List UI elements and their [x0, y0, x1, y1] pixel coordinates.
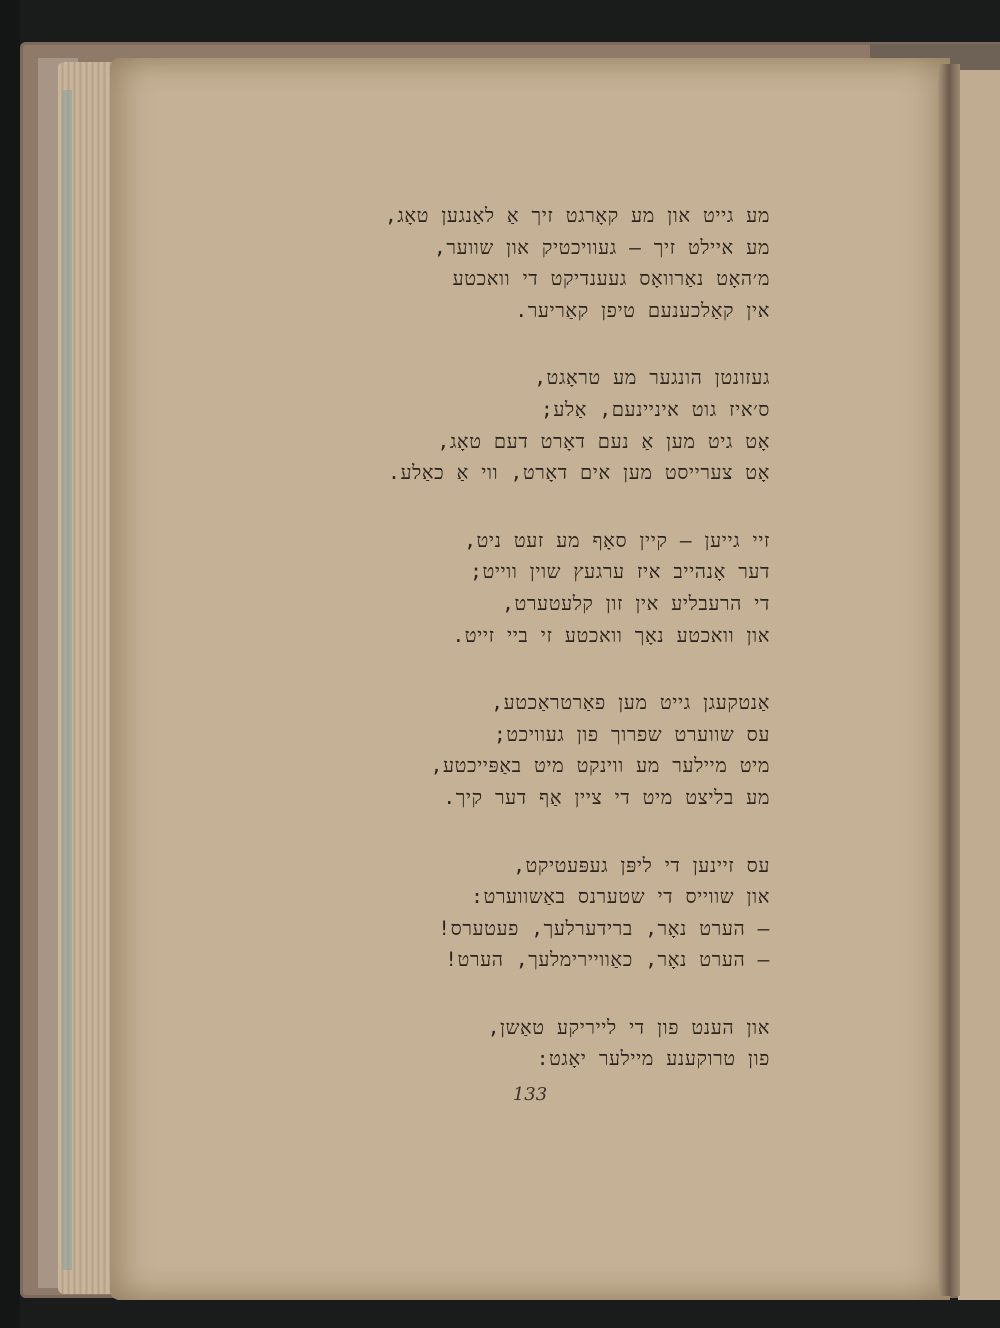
page-stack-tint: [62, 90, 72, 1270]
poem-line: דער אָנהייב איז ערגעץ שוין ווייט;: [470, 560, 770, 584]
poem-line: אָט גיט מען אַ נעם דאָרט דעם טאָג,: [437, 429, 770, 453]
poem-line: די הרעבליע אין זון קלעטערט,: [502, 591, 770, 615]
stanza: [300, 850, 770, 976]
stanza: [300, 200, 770, 326]
poem-line: און הענט פון די לייריקע טאַשן,: [487, 1015, 770, 1039]
poem-line: מע בליצט מיט די ציין אַף דער קיך.: [443, 785, 770, 809]
poem-line: געזונטן הונגער מע טראָגט,: [534, 366, 770, 390]
poem-text: [300, 200, 770, 1111]
poem-line: אין קאַלכענעם טיפן קאַריער.: [515, 298, 770, 322]
poem-line: און שווייס די שטערנס באַשווערט:: [471, 885, 770, 909]
stanza: [300, 525, 770, 651]
stanza: [300, 362, 770, 488]
poem-line: און וואכטע נאָך וואכטע זי ביי זייט.: [452, 623, 770, 647]
poem-line: פון טרוקענע מיילער יאָגט:: [536, 1047, 770, 1071]
poem-line: מע איילט זיך — געוויכטיק און שווער,: [434, 235, 770, 259]
facing-page-edge: [958, 70, 1000, 1300]
poem-line: מ׳האָט נאַרוואָס געענדיקט די וואכטע: [452, 267, 770, 291]
poem-line: מיט מיילער מע ווינקט מיט באַפּייכטע,: [430, 754, 770, 778]
background-left: [0, 0, 20, 1328]
poem-line: ס׳איז גוט איניינעם, אַלע;: [541, 397, 770, 421]
poem-line: — הערט נאָר, ברידערלעך, פעטערס!: [438, 916, 770, 940]
poem-line: אָט צערייסט מען אים דאָרט, ווי אַ כאַלע.: [388, 461, 770, 485]
poem-line: עס שווערט שפרוך פון געוויכט;: [493, 722, 770, 746]
poem-line: זיי גייען — קיין סאָף מע זעט ניט,: [464, 528, 770, 552]
stanza: [300, 1012, 770, 1075]
page-gutter: [938, 64, 960, 1296]
page-number: 133: [512, 1084, 548, 1105]
poem-line: עס זיינען די ליפּן געפּעטיקט,: [513, 853, 770, 877]
poem-line: — הערט נאָר, כאַוויירימלעך, הערט!: [445, 948, 770, 972]
poem-line: אַנטקעגן גייט מען פאַרטראַכטע,: [491, 691, 770, 715]
poem-line: מע גייט און מע קאָרגט זיך אַ לאַנגען טאָג,: [384, 204, 770, 227]
stanza: [300, 687, 770, 813]
